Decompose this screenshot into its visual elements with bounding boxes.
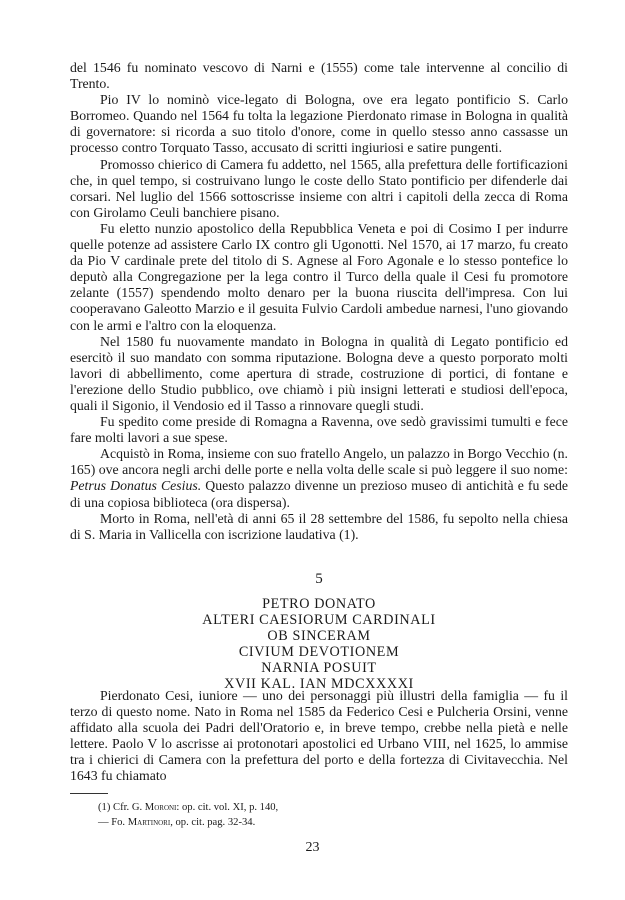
footnote xyxy=(98,815,568,830)
paragraph: Fu eletto nunzio apostolico della Repubblica Veneta e poi di Cosimo I per indurre quelle potenze ad assistere Carlo IX contro gli Ugonotti. Nel 1570, ai 17 marzo, fu creato da Pio V cardinale prete del titolo di S. Agnese al Foro Agonale e lo stesso pontefice lo deputò alla Congregazione per la lega contro il Turco della quale il Cesi fu promotore zelante (1557) spendendo molto denaro per la buona riuscita dell'impresa. Con lui cooperavano Galeotto Marzio e il gesuita Fulvio Cardoli ambedue narnesi, l'uno giovando con le armi e l'altro con la eloquenza. xyxy=(70,220,568,333)
paragraph: Pierdonato Cesi, iuniore — uno dei personaggi più illustri della famiglia — fu il terzo di questo nome. Nato in Roma nel 1585 da Federico Cesi e Pulcheria Orsini, venne affidato alla scuola dei Padri dell'Oratorio e, in breve tempo, crebbe nella pietà e nelle lettere. Paolo V lo ascrisse ai protonotari apostolici ed Urbano VIII, nel 1625, lo ammise tra i chierici di Camera con la prefettura del porto e della fortezza di Civitavecchia. Nel 1643 fu chiamato xyxy=(70,688,568,784)
inscription-line: OB SINCERAM xyxy=(267,628,371,644)
paragraph: Nel 1580 fu nuovamente mandato in Bologna in qualità di Legato pontificio ed esercitò il suo mandato con somma riputazione. Bologna deve a questo porporato molti lavori di abbellimento, come apertura di strade, costruzione di portici, di fontane e l'erezione dello Studio pubblico, ove chiamò i più insigni letterati e studiosi dell'epoca, quali il Sigonio, il Vendosio ed il Tasso a rinnovare quegli studi. xyxy=(70,333,568,413)
body-text-lower xyxy=(70,688,568,785)
footnote xyxy=(98,800,568,815)
paragraph: Morto in Roma, nell'età di anni 65 il 28 settembre del 1586, fu sepolto nella chiesa di S. Maria in Vallicella con iscrizione laudativa (1). xyxy=(70,510,568,542)
paragraph: Fu spedito come preside di Romagna a Ravenna, ove sedò gravissimi tumulti e fece fare molti lavori a sue spese. xyxy=(70,414,568,446)
latin-name-italic: Petrus Donatus Cesius. xyxy=(70,478,202,494)
footnote-author: Martinori xyxy=(127,817,171,828)
paragraph-text: Questo palazzo divenne un prezioso museo di antichità e fu sede di una copiosa biblioteca (ora dispersa). xyxy=(70,478,569,510)
paragraph-acquisto xyxy=(70,446,568,510)
footnote-divider xyxy=(70,793,108,794)
footnote-text: , op. cit. pag. 32-34. xyxy=(170,817,256,828)
paragraph: del 1546 fu nominato vescovo di Narni e (1555) come tale intervenne al concilio di Trento. xyxy=(70,60,568,92)
footnote-text: : op. cit. vol. XI, p. 140, xyxy=(176,802,279,813)
paragraph: Promosso chierico di Camera fu addetto, nel 1565, alla prefettura delle fortificazioni che, in quel tempo, si costruivano lungo le coste dello Stato pontificio per difenderle dai corsari. Nel luglio del 1566 sottoscrisse insieme con altri i capitoli della zecca di Roma con Girolamo Ceuli banchiere pisano. xyxy=(70,156,568,220)
footnotes xyxy=(98,800,568,830)
inscription-line: CIVIUM DEVOTIONEM xyxy=(238,644,400,660)
inscription xyxy=(70,596,568,692)
footnote-author: Moroni xyxy=(144,802,177,813)
section-number: 5 xyxy=(315,571,323,587)
paragraph: Pio IV lo nominò vice-legato di Bologna, ove era legato pontificio S. Carlo Borromeo. Quando nel 1564 fu tolta la legazione Pierdonato rimase in Bologna in qualità di governatore: si ricorda a suo titolo d'onore, come in quello stesso anno cassasse un processo contro Torquato Tasso, accusato di scritti ingiuriosi e satire pungenti. xyxy=(70,92,568,156)
page-number: 23 xyxy=(305,840,320,855)
inscription-line: ALTERI CAESIORUM CARDINALI xyxy=(202,612,436,628)
inscription-line: NARNIA POSUIT xyxy=(261,660,377,676)
footnote-text: (1) Cfr. G. xyxy=(98,802,145,813)
inscription-line: PETRO DONATO xyxy=(262,596,376,612)
inscription-line: XVII KAL. IAN MDCXXXXI xyxy=(224,676,414,692)
paragraph-text: Acquistò in Roma, insieme con suo fratello Angelo, un palazzo in Borgo Vecchio (n. 165) ove ancora negli archi delle porte e nella volta delle scale si può leggere il suo nome: xyxy=(70,446,568,478)
footnote-text: — Fo. xyxy=(98,817,128,828)
body-text-upper xyxy=(70,60,568,543)
